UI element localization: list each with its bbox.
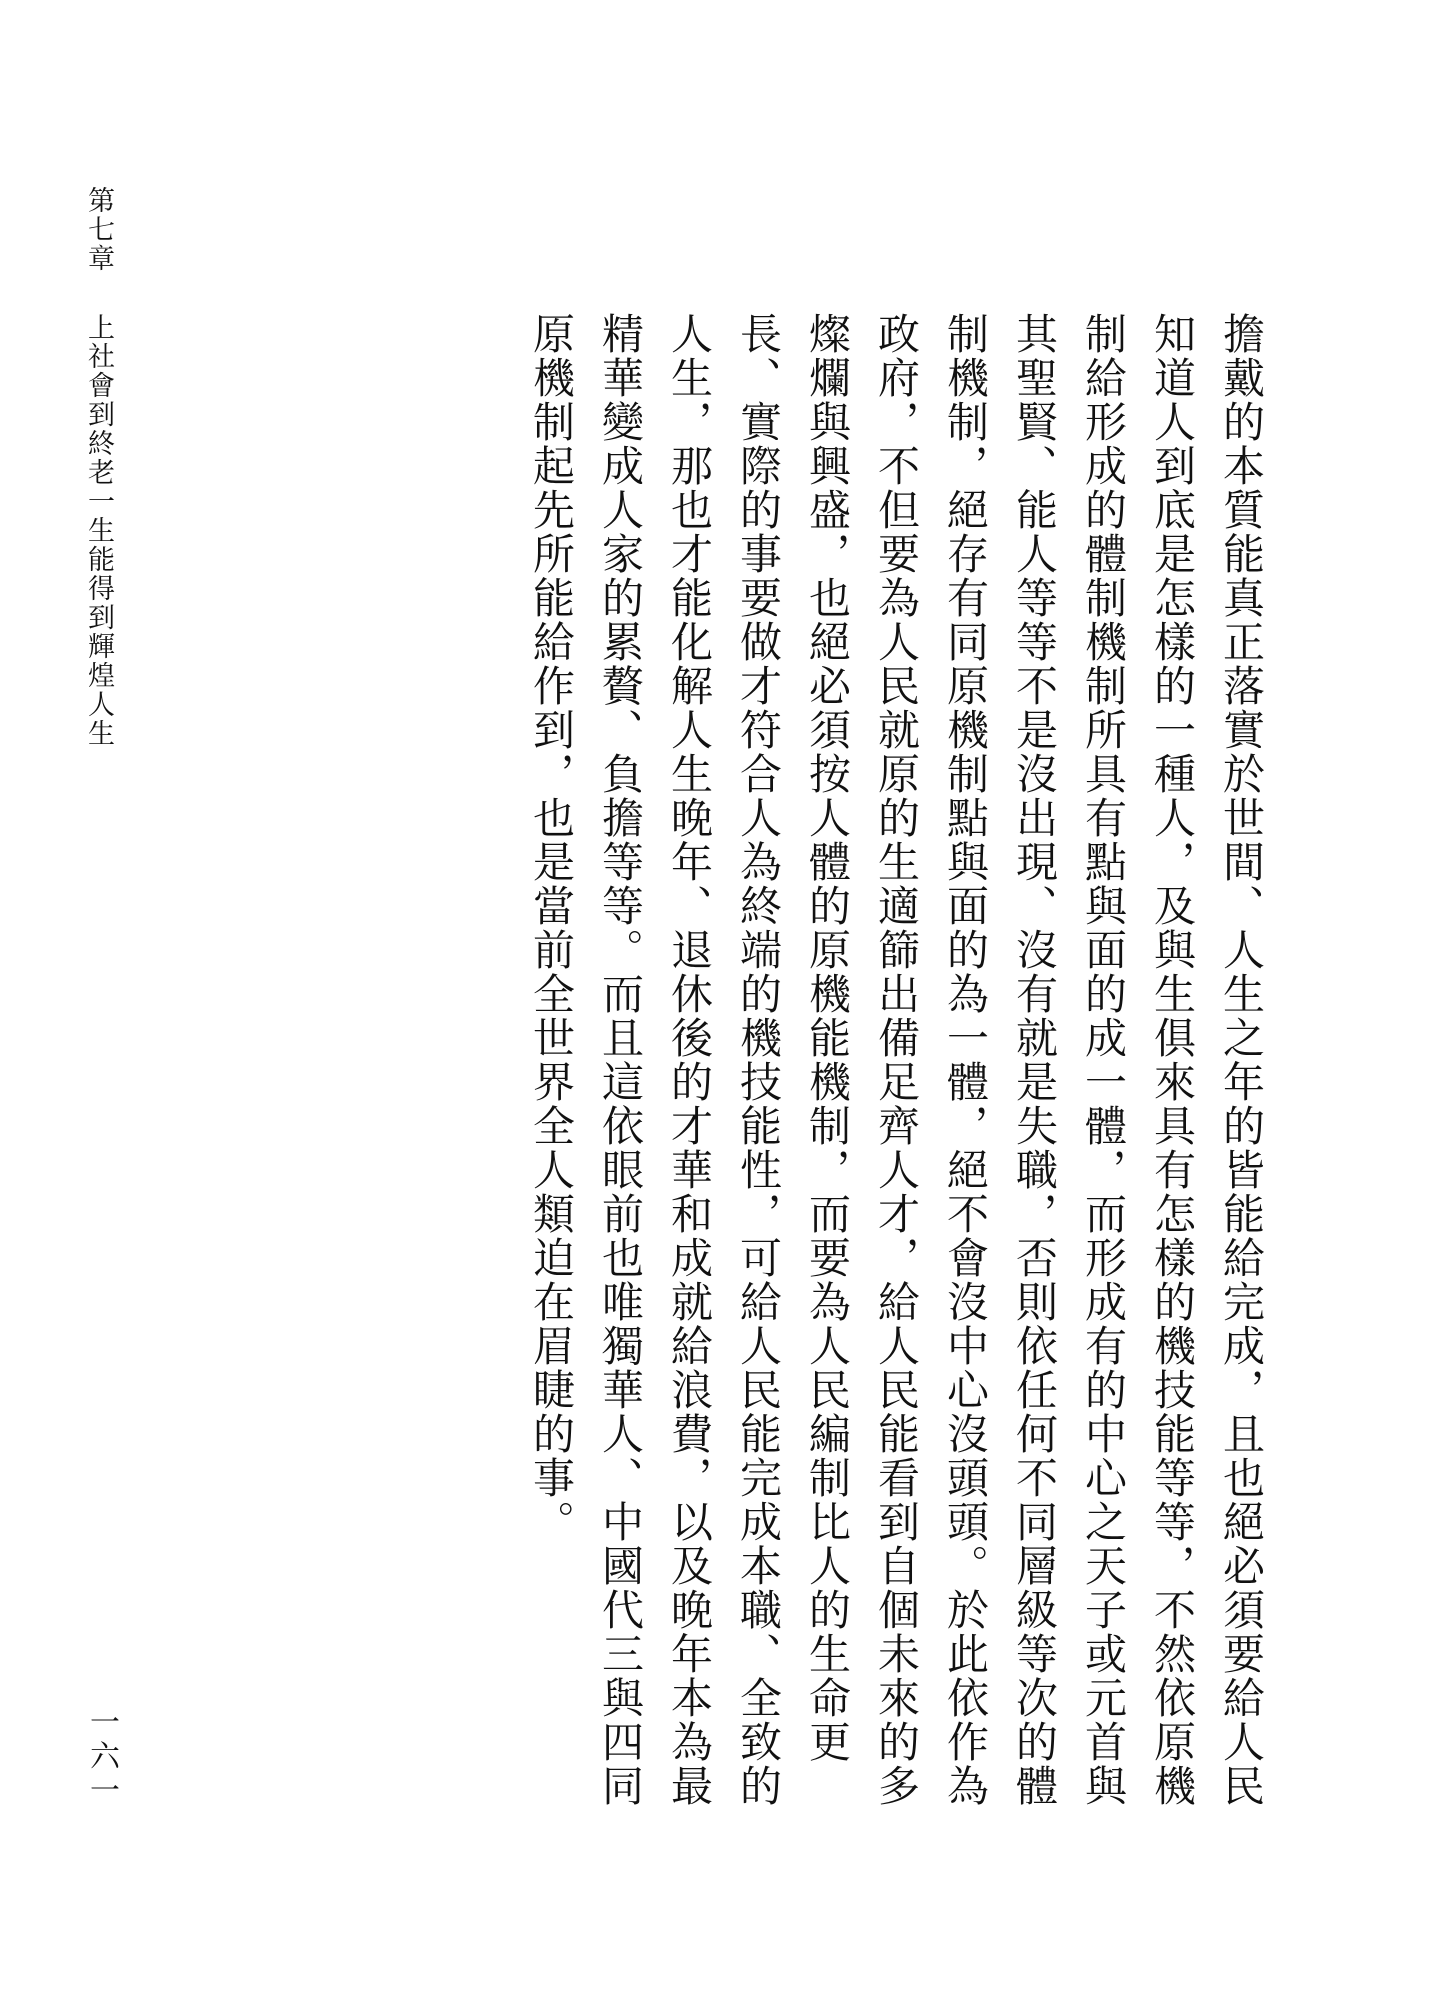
text-column: 知道人到底是怎樣的一種人，及與生俱來具有怎樣的機技能等等，不然依原機 <box>1148 312 1197 1808</box>
text-column: 其聖賢、能人等等不是沒出現、沒有就是失職，否則依任何不同層級等次的體 <box>1010 312 1059 1808</box>
text-column: 擔戴的本質能真正落實於世間、人生之年的皆能給完成，且也絕必須要給人民 <box>1217 312 1266 1808</box>
text-column: 長、實際的事要做才符合人為終端的機技能性，可給人民能完成本職、全致的 <box>734 312 783 1808</box>
text-column: 制給形成的體制機制所具有點與面的成一體，而形成有的中心之天子或元首與 <box>1079 312 1128 1808</box>
text-column: 人生，那也才能化解人生晚年、退休後的才華和成就給浪費，以及晚年本為最 <box>665 312 714 1808</box>
text-column: 原機制起先所能給作到，也是當前全世界全人類迫在眉睫的事。 <box>527 312 576 1544</box>
chapter-label: 第七章 <box>83 186 114 273</box>
text-column: 燦爛與興盛，也絕必須按人體的原機能機制，而要為人民編制比人的生命更 <box>803 312 852 1764</box>
chapter-title: 上社會到終老一生能得到輝煌人生 <box>83 313 114 748</box>
text-column: 精華變成人家的累贅、負擔等等。而且這依眼前也唯獨華人、中國代三與四同 <box>596 312 645 1808</box>
body-text <box>517 312 1276 1872</box>
text-column: 政府，不但要為人民就原的生適篩出備足齊人才，給人民能看到自個未來的多 <box>872 312 921 1808</box>
running-header <box>78 186 118 748</box>
page-number: 一六一 <box>84 1706 119 1808</box>
text-column: 制機制，絕存有同原機制點與面的為一體，絕不會沒中心沒頭頭。於此依作為 <box>941 312 990 1808</box>
